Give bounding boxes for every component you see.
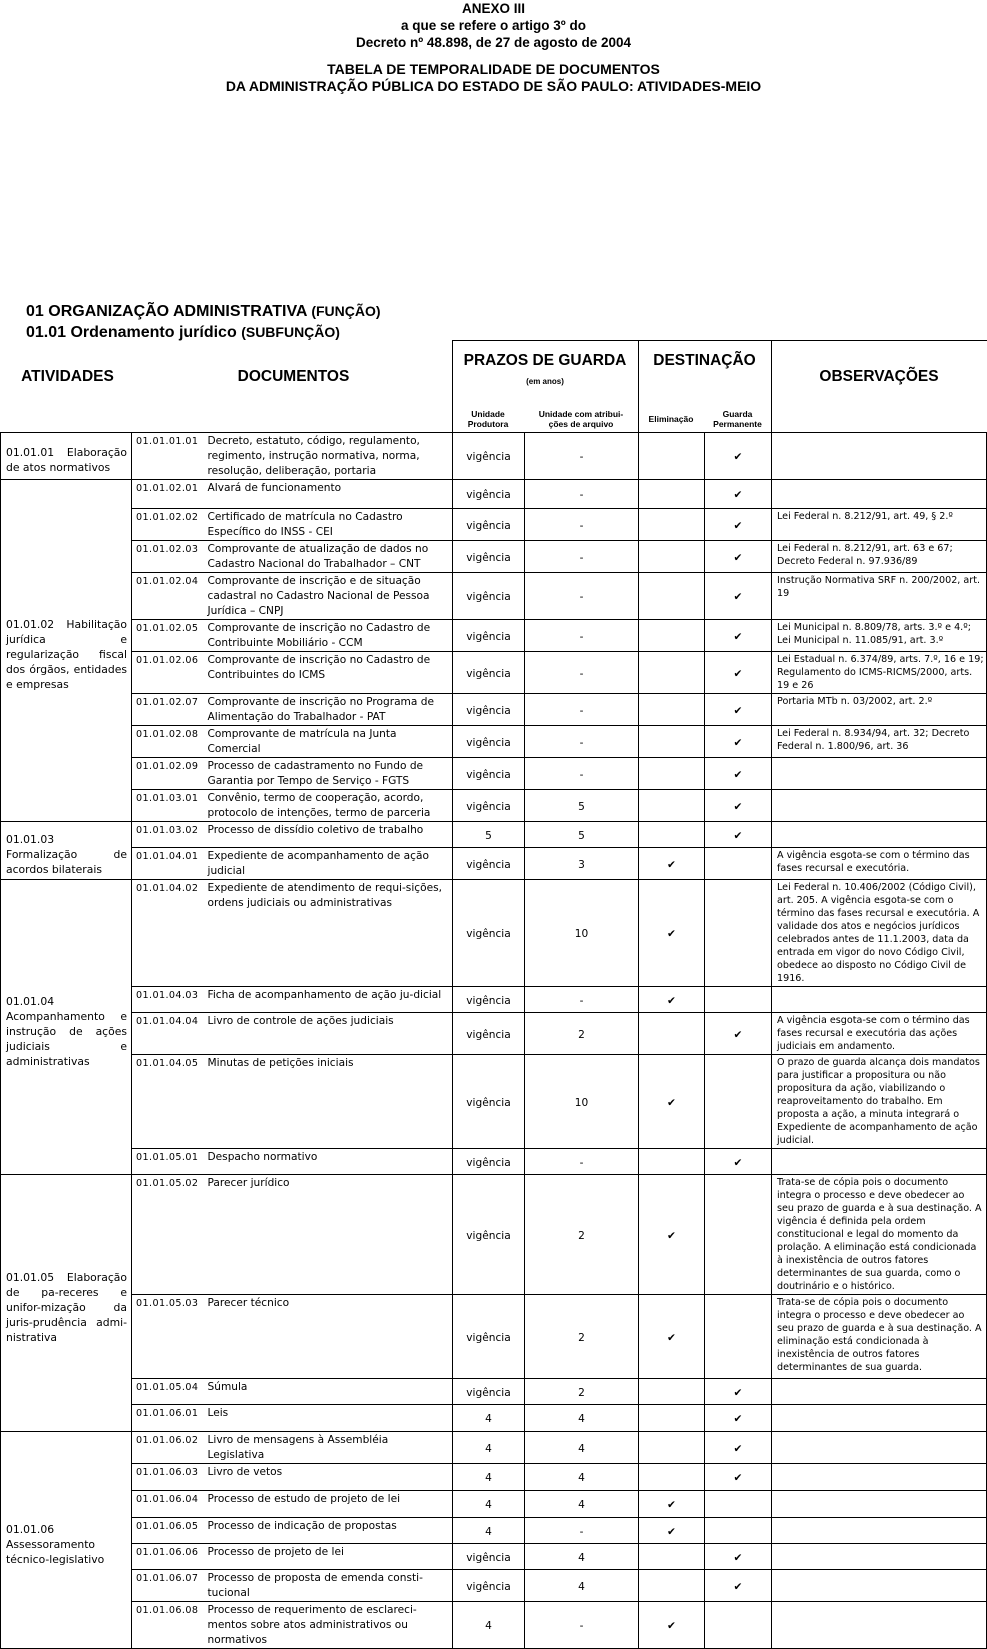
document-code: 01.01.04.01 [132, 848, 206, 880]
table-row [1, 1175, 987, 1295]
document-code: 01.01.06.01 [132, 1405, 206, 1432]
function-tag: (FUNÇÃO) [311, 303, 381, 319]
prazo-unidade-produtora: vigência [453, 1570, 525, 1602]
prazo-unidade-arquivo: - [525, 652, 639, 694]
guarda-permanente-header: Guarda Permanente [713, 409, 762, 429]
prazo-unidade-arquivo: 4 [525, 1405, 639, 1432]
observation-cell: Lei Federal n. 8.212/91, art. 63 e 67; Decreto Federal n. 97.936/89 [772, 541, 987, 573]
eliminacao-check-icon: ✔ [639, 1491, 705, 1518]
guarda-permanente-check-icon: ✔ [705, 541, 772, 573]
document-code: 01.01.06.05 [132, 1518, 206, 1544]
eliminacao-check-icon [639, 652, 705, 694]
eliminacao-check-icon: ✔ [639, 880, 705, 987]
observation-cell [772, 1379, 987, 1405]
observation-cell [772, 1518, 987, 1544]
prazo-unidade-produtora: vigência [453, 726, 525, 758]
prazo-unidade-produtora: 4 [453, 1518, 525, 1544]
observation-cell: Lei Municipal n. 8.809/78, arts. 3.º e 4.º; Lei Municipal n. 11.085/91, art. 3.º [772, 620, 987, 652]
table-row [1, 694, 987, 726]
prazo-unidade-arquivo: - [525, 433, 639, 480]
prazo-unidade-produtora: 5 [453, 822, 525, 848]
table-row [1, 987, 987, 1013]
prazo-unidade-produtora: vigência [453, 433, 525, 480]
table-row [1, 573, 987, 620]
prazo-unidade-produtora: vigência [453, 848, 525, 880]
guarda-permanente-check-icon: ✔ [705, 1432, 772, 1464]
document-description: Comprovante de inscrição no Cadastro de Contribuinte Mobiliário - CCM [206, 620, 453, 652]
table-row [1, 1379, 987, 1405]
document-code: 01.01.02.08 [132, 726, 206, 758]
prazo-unidade-arquivo: 2 [525, 1175, 639, 1295]
eliminacao-check-icon [639, 509, 705, 541]
table-row [1, 1405, 987, 1432]
prazo-unidade-arquivo: - [525, 694, 639, 726]
document-code: 01.01.05.01 [132, 1149, 206, 1175]
prazo-unidade-produtora: vigência [453, 694, 525, 726]
document-description: Certificado de matrícula no Cadastro Específico do INSS - CEI [206, 509, 453, 541]
guarda-permanente-check-icon [705, 1491, 772, 1518]
em-anos-label: (em anos) [526, 377, 564, 386]
document-description: Convênio, termo de cooperação, acordo, protocolo de intenções, termo de parceria [206, 790, 453, 822]
observation-cell [772, 1149, 987, 1175]
annex-label: ANEXO III [461, 1, 525, 16]
guarda-permanente-check-icon: ✔ [705, 433, 772, 480]
document-code: 01.01.06.07 [132, 1570, 206, 1602]
temporality-table [0, 432, 987, 1649]
prazo-unidade-arquivo: - [525, 987, 639, 1013]
table-row [1, 1464, 987, 1491]
prazo-unidade-arquivo: 10 [525, 880, 639, 987]
observation-cell [772, 1602, 987, 1649]
prazo-unidade-arquivo: 2 [525, 1295, 639, 1379]
prazo-unidade-arquivo: 2 [525, 1379, 639, 1405]
guarda-permanente-check-icon [705, 1055, 772, 1149]
guarda-permanente-check-icon [705, 880, 772, 987]
prazo-unidade-produtora: 4 [453, 1405, 525, 1432]
eliminacao-check-icon [639, 433, 705, 480]
eliminacao-check-icon: ✔ [639, 1055, 705, 1149]
observation-cell [772, 480, 987, 509]
table-row [1, 1491, 987, 1518]
decree-reference: Decreto nº 48.898, de 27 de agosto de 2004 [355, 35, 632, 50]
prazo-unidade-arquivo: - [525, 509, 639, 541]
guarda-permanente-check-icon: ✔ [705, 1013, 772, 1055]
guarda-permanente-check-icon: ✔ [705, 509, 772, 541]
observation-cell: A vigência esgota-se com o término das fases recursal e executória das ações judiciais em andamento. [772, 1013, 987, 1055]
eliminacao-check-icon: ✔ [639, 1518, 705, 1544]
table-row [1, 1295, 987, 1379]
table-row [1, 433, 987, 480]
guarda-permanente-check-icon: ✔ [705, 480, 772, 509]
prazo-unidade-produtora: vigência [453, 987, 525, 1013]
guarda-permanente-check-icon: ✔ [705, 1149, 772, 1175]
observation-cell: Trata-se de cópia pois o documento integra o processo e deve obedecer ao seu prazo de guarda e à sua destinação. A vigência é definida pela ordem constitucional e legal do momento da prolação. A eliminação está condicionada à inexistência de outros fatores determinantes de sua guarda, como o doutrinário e o histórico. [772, 1175, 987, 1295]
document-description: Processo de cadastramento no Fundo de Garantia por Tempo de Serviço - FGTS [206, 758, 453, 790]
document-description: Processo de projeto de lei [206, 1544, 453, 1570]
function-heading [26, 301, 381, 343]
document-description: Expediente de acompanhamento de ação judicial [206, 848, 453, 880]
document-code: 01.01.06.03 [132, 1464, 206, 1491]
observation-cell: Instrução Normativa SRF n. 200/2002, art. 19 [772, 573, 987, 620]
document-code: 01.01.02.07 [132, 694, 206, 726]
document-description: Processo de dissídio coletivo de trabalho [206, 822, 453, 848]
function-title: 01 ORGANIZAÇÃO ADMINISTRATIVA [26, 303, 307, 320]
table-subtitle: DA ADMINISTRAÇÃO PÚBLICA DO ESTADO DE SÃO PAULO: ATIVIDADES-MEIO [225, 78, 762, 94]
eliminacao-check-icon [639, 1405, 705, 1432]
prazo-unidade-produtora: vigência [453, 573, 525, 620]
prazo-unidade-arquivo: - [525, 1518, 639, 1544]
table-row [1, 1432, 987, 1464]
table-row [1, 1149, 987, 1175]
prazo-unidade-arquivo: - [525, 1602, 639, 1649]
document-code: 01.01.04.04 [132, 1013, 206, 1055]
prazo-unidade-arquivo: - [525, 1149, 639, 1175]
guarda-permanente-check-icon [705, 987, 772, 1013]
guarda-permanente-check-icon: ✔ [705, 822, 772, 848]
document-code: 01.01.02.05 [132, 620, 206, 652]
unidade-arquivo-header: Unidade com atribui- ções de arquivo [538, 409, 624, 429]
document-code: 01.01.02.04 [132, 573, 206, 620]
document-description: Livro de mensagens à Assembléia Legislativa [206, 1432, 453, 1464]
activity-cell: 01.01.02 Habilitação jurídica e regularização fiscal dos órgãos, entidades e empresas [1, 480, 132, 822]
prazo-unidade-produtora: vigência [453, 652, 525, 694]
document-description: Comprovante de inscrição no Programa de Alimentação do Trabalhador - PAT [206, 694, 453, 726]
table-title: TABELA DE TEMPORALIDADE DE DOCUMENTOS [327, 61, 660, 77]
guarda-permanente-check-icon [705, 1518, 772, 1544]
prazo-unidade-produtora: vigência [453, 1149, 525, 1175]
document-description: Comprovante de atualização de dados no Cadastro Nacional do Trabalhador – CNT [206, 541, 453, 573]
document-description: Ficha de acompanhamento de ação ju-dicial [206, 987, 453, 1013]
prazo-unidade-produtora: vigência [453, 880, 525, 987]
document-description: Minutas de petições iniciais [206, 1055, 453, 1149]
document-code: 01.01.06.02 [132, 1432, 206, 1464]
table-row [1, 541, 987, 573]
document-description: Súmula [206, 1379, 453, 1405]
table-row [1, 1544, 987, 1570]
table-row [1, 822, 987, 848]
activity-cell: 01.01.03 Formalização de acordos bilaterais [1, 822, 132, 880]
document-description: Parecer jurídico [206, 1175, 453, 1295]
document-code: 01.01.05.04 [132, 1379, 206, 1405]
eliminacao-check-icon [639, 1432, 705, 1464]
prazo-unidade-produtora: vigência [453, 509, 525, 541]
activity-cell: 01.01.05 Elaboração de pa-receres e unifor-mização da juris-prudência admi-nistrativa [1, 1175, 132, 1432]
eliminacao-check-icon: ✔ [639, 987, 705, 1013]
prazo-unidade-produtora: vigência [453, 1175, 525, 1295]
observation-cell [772, 1491, 987, 1518]
document-code: 01.01.04.02 [132, 880, 206, 987]
table-row [1, 620, 987, 652]
prazo-unidade-produtora: vigência [453, 1055, 525, 1149]
document-description: Processo de requerimento de esclareci-mentos sobre atos administrativos ou normativos [206, 1602, 453, 1649]
observation-cell: Lei Federal n. 8.212/91, art. 49, § 2.º [772, 509, 987, 541]
guarda-permanente-check-icon: ✔ [705, 1544, 772, 1570]
prazo-unidade-produtora: 4 [453, 1432, 525, 1464]
guarda-permanente-check-icon: ✔ [705, 1570, 772, 1602]
unidade-produtora-header: Unidade Produtora [467, 409, 509, 429]
prazo-unidade-produtora: vigência [453, 790, 525, 822]
document-description: Comprovante de matrícula na Junta Comercial [206, 726, 453, 758]
eliminacao-check-icon: ✔ [639, 1602, 705, 1649]
document-code: 01.01.05.03 [132, 1295, 206, 1379]
table-row [1, 726, 987, 758]
document-description: Expediente de atendimento de requi-sições, ordens judiciais ou administrativas [206, 880, 453, 987]
prazo-unidade-produtora: vigência [453, 1013, 525, 1055]
prazo-unidade-produtora: vigência [453, 1544, 525, 1570]
eliminacao-check-icon [639, 480, 705, 509]
table-row [1, 848, 987, 880]
eliminacao-check-icon [639, 822, 705, 848]
document-code: 01.01.05.02 [132, 1175, 206, 1295]
guarda-permanente-check-icon: ✔ [705, 694, 772, 726]
prazo-unidade-arquivo: 5 [525, 790, 639, 822]
guarda-permanente-check-icon: ✔ [705, 758, 772, 790]
observation-cell: A vigência esgota-se com o término das fases recursal e executória. [772, 848, 987, 880]
document-code: 01.01.06.04 [132, 1491, 206, 1518]
observation-cell [772, 1405, 987, 1432]
destinacao-header: DESTINAÇÃO [653, 352, 756, 369]
guarda-permanente-check-icon: ✔ [705, 1379, 772, 1405]
eliminacao-check-icon [639, 1464, 705, 1491]
prazo-unidade-arquivo: 4 [525, 1464, 639, 1491]
table-row [1, 880, 987, 987]
guarda-permanente-check-icon [705, 1602, 772, 1649]
table-row [1, 1055, 987, 1149]
eliminacao-check-icon [639, 541, 705, 573]
document-code: 01.01.01.01 [132, 433, 206, 480]
eliminacao-check-icon [639, 1013, 705, 1055]
observation-cell: O prazo de guarda alcança dois mandatos para justificar a propositura ou não propositura da ação, viabilizando o reaproveitamento do trabalho. Em proposta a ação, a minuta integrará o Expediente de acompanhamento de ação judicial. [772, 1055, 987, 1149]
observation-cell [772, 1432, 987, 1464]
prazo-unidade-arquivo: 4 [525, 1570, 639, 1602]
observation-cell [772, 758, 987, 790]
prazo-unidade-produtora: vigência [453, 620, 525, 652]
prazo-unidade-produtora: 4 [453, 1602, 525, 1649]
document-description: Livro de controle de ações judiciais [206, 1013, 453, 1055]
document-code: 01.01.06.08 [132, 1602, 206, 1649]
document-description: Leis [206, 1405, 453, 1432]
observation-cell: Lei Federal n. 10.406/2002 (Código Civil), art. 205. A vigência esgota-se com o término das fases recursal e executória. A validade dos atos e negócios jurídicos celebrados antes de 11.1.2003, data da entrada em vigor do novo Código Civil, obedece ao disposto no Código Civil de 1916. [772, 880, 987, 987]
observation-cell [772, 1464, 987, 1491]
prazo-unidade-arquivo: - [525, 726, 639, 758]
prazo-unidade-produtora: vigência [453, 541, 525, 573]
guarda-permanente-check-icon [705, 1175, 772, 1295]
prazo-unidade-arquivo: 4 [525, 1544, 639, 1570]
observation-cell [772, 433, 987, 480]
prazo-unidade-arquivo: 10 [525, 1055, 639, 1149]
subfunction-tag: (SUBFUNÇÃO) [241, 324, 340, 340]
document-code: 01.01.03.01 [132, 790, 206, 822]
eliminacao-check-icon: ✔ [639, 1175, 705, 1295]
eliminacao-check-icon: ✔ [639, 1295, 705, 1379]
observation-cell [772, 1544, 987, 1570]
document-description: Despacho normativo [206, 1149, 453, 1175]
annex-reference: a que se refere o artigo 3º do [401, 18, 586, 33]
eliminacao-check-icon [639, 573, 705, 620]
eliminacao-check-icon [639, 694, 705, 726]
document-code: 01.01.02.06 [132, 652, 206, 694]
eliminacao-check-icon [639, 620, 705, 652]
column-headers [0, 340, 987, 432]
table-row [1, 1602, 987, 1649]
document-description: Comprovante de inscrição e de situação cadastral no Cadastro Nacional de Pessoa Jurídica – CNPJ [206, 573, 453, 620]
guarda-permanente-check-icon: ✔ [705, 573, 772, 620]
eliminacao-header: Eliminação [648, 414, 694, 424]
document-header [0, 0, 987, 95]
document-code: 01.01.04.03 [132, 987, 206, 1013]
observation-cell: Portaria MTb n. 03/2002, art. 2.º [772, 694, 987, 726]
document-code: 01.01.03.02 [132, 822, 206, 848]
document-code: 01.01.06.06 [132, 1544, 206, 1570]
guarda-permanente-check-icon: ✔ [705, 1405, 772, 1432]
document-code: 01.01.04.05 [132, 1055, 206, 1149]
observation-cell: Lei Estadual n. 6.374/89, arts. 7.º, 16 e 19; Regulamento do ICMS-RICMS/2000, arts. 19 e 26 [772, 652, 987, 694]
guarda-permanente-check-icon: ✔ [705, 620, 772, 652]
eliminacao-check-icon [639, 1544, 705, 1570]
guarda-permanente-check-icon: ✔ [705, 790, 772, 822]
prazo-unidade-produtora: 4 [453, 1491, 525, 1518]
table-row [1, 1518, 987, 1544]
prazo-unidade-arquivo: 3 [525, 848, 639, 880]
prazo-unidade-arquivo: - [525, 758, 639, 790]
document-description: Decreto, estatuto, código, regulamento, regimento, instrução normativa, norma, resolução, deliberação, portaria [206, 433, 453, 480]
document-code: 01.01.02.09 [132, 758, 206, 790]
guarda-permanente-check-icon [705, 1295, 772, 1379]
eliminacao-check-icon [639, 758, 705, 790]
document-description: Processo de indicação de propostas [206, 1518, 453, 1544]
document-code: 01.01.02.03 [132, 541, 206, 573]
document-code: 01.01.02.02 [132, 509, 206, 541]
eliminacao-check-icon: ✔ [639, 848, 705, 880]
activity-cell: 01.01.04 Acompanhamento e instrução de ações judiciais e administrativas [1, 880, 132, 1175]
prazos-header: PRAZOS DE GUARDA [463, 352, 627, 369]
activity-cell: 01.01.06 Assessoramento técnico-legislativo [1, 1432, 132, 1649]
table-row [1, 509, 987, 541]
eliminacao-check-icon [639, 1379, 705, 1405]
table-row [1, 1013, 987, 1055]
table-row [1, 790, 987, 822]
eliminacao-check-icon [639, 726, 705, 758]
documentos-header: DOCUMENTOS [237, 368, 350, 385]
prazo-unidade-arquivo: - [525, 573, 639, 620]
prazo-unidade-arquivo: 2 [525, 1013, 639, 1055]
document-description: Processo de proposta de emenda consti-tucional [206, 1570, 453, 1602]
prazo-unidade-produtora: vigência [453, 480, 525, 509]
prazo-unidade-arquivo: 4 [525, 1491, 639, 1518]
document-description: Livro de vetos [206, 1464, 453, 1491]
document-code: 01.01.02.01 [132, 480, 206, 509]
eliminacao-check-icon [639, 1149, 705, 1175]
eliminacao-check-icon [639, 790, 705, 822]
subfunction-title: 01.01 Ordenamento jurídico [26, 324, 237, 341]
activity-cell: 01.01.01 Elaboração de atos normativos [1, 433, 132, 480]
guarda-permanente-check-icon: ✔ [705, 652, 772, 694]
guarda-permanente-check-icon [705, 848, 772, 880]
document-description: Comprovante de inscrição no Cadastro de Contribuintes do ICMS [206, 652, 453, 694]
prazo-unidade-arquivo: - [525, 480, 639, 509]
atividades-header: ATIVIDADES [21, 368, 114, 385]
guarda-permanente-check-icon: ✔ [705, 726, 772, 758]
observation-cell: Lei Federal n. 8.934/94, art. 32; Decreto Federal n. 1.800/96, art. 36 [772, 726, 987, 758]
table-row [1, 758, 987, 790]
prazo-unidade-produtora: 4 [453, 1464, 525, 1491]
observation-cell [772, 987, 987, 1013]
document-description: Alvará de funcionamento [206, 480, 453, 509]
table-row [1, 480, 987, 509]
observation-cell: Trata-se de cópia pois o documento integra o processo e deve obedecer ao seu prazo de guarda e à sua destinação. A eliminação está condicionada à inexistência de outros fatores determinantes de sua guarda. [772, 1295, 987, 1379]
document-description: Processo de estudo de projeto de lei [206, 1491, 453, 1518]
observation-cell [772, 790, 987, 822]
prazo-unidade-arquivo: 5 [525, 822, 639, 848]
document-description: Parecer técnico [206, 1295, 453, 1379]
observation-cell [772, 822, 987, 848]
table-row [1, 652, 987, 694]
prazo-unidade-arquivo: - [525, 620, 639, 652]
observacoes-header: OBSERVAÇÕES [819, 368, 939, 385]
prazo-unidade-arquivo: - [525, 541, 639, 573]
prazo-unidade-arquivo: 4 [525, 1432, 639, 1464]
prazo-unidade-produtora: vigência [453, 1295, 525, 1379]
prazo-unidade-produtora: vigência [453, 758, 525, 790]
guarda-permanente-check-icon: ✔ [705, 1464, 772, 1491]
prazo-unidade-produtora: vigência [453, 1379, 525, 1405]
